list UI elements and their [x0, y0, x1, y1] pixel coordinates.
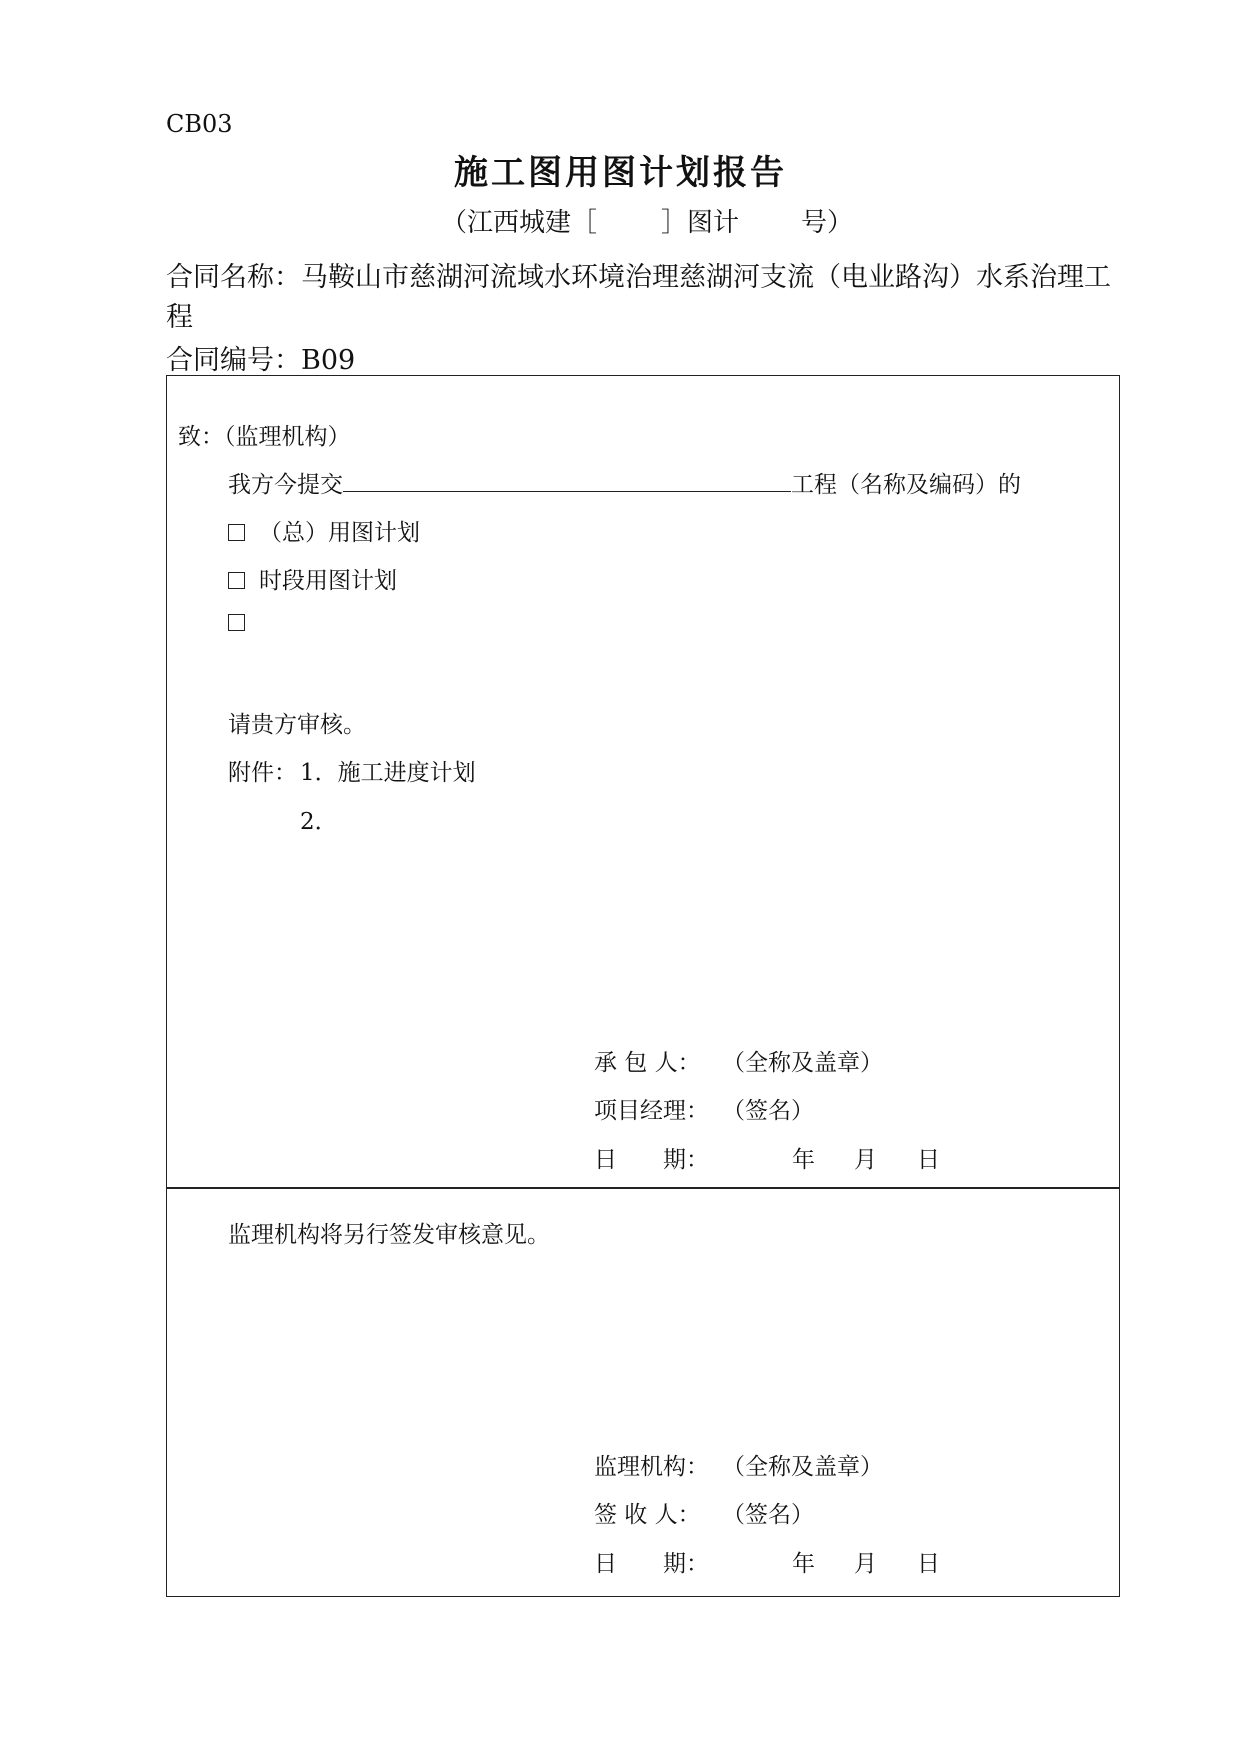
receiver-label: 签 收 人： [594, 1502, 701, 1528]
addressee: 致：（监理机构） [178, 424, 351, 450]
contractor-value: （全称及盖章） [722, 1050, 883, 1076]
receiver-row [594, 1496, 814, 1529]
date-label: 日 期： [594, 1551, 709, 1577]
supervisor-org-label: 监理机构： [594, 1454, 709, 1480]
review-request: 请贵方审核。 [228, 712, 366, 738]
subtitle-right: 号） [801, 208, 854, 238]
project-manager-label: 项目经理： [594, 1098, 709, 1124]
contract-number-value: B09 [301, 345, 356, 376]
attachment-2: 2． [300, 809, 338, 835]
date-day: 日 [917, 1147, 940, 1173]
contract-number [166, 338, 355, 377]
project-manager-row [594, 1092, 814, 1125]
date-label: 日 期： [594, 1147, 709, 1173]
contract-name [166, 258, 1126, 338]
contract-name-label: 合同名称： [166, 262, 301, 293]
supervisor-org-value: （全称及盖章） [722, 1454, 883, 1480]
subtitle-left: （江西城建［ [441, 208, 598, 238]
supervisor-note: 监理机构将另行签发审核意见。 [228, 1222, 550, 1248]
date-month: 月 [854, 1147, 877, 1173]
page-title: 施工图用图计划报告 [454, 153, 787, 193]
option-period-plan [228, 562, 397, 595]
submit-prefix: 我方今提交 [228, 472, 343, 498]
attachment-1: 1．施工进度计划 [300, 760, 476, 786]
date-month: 月 [854, 1551, 877, 1577]
option-label: （总）用图计划 [259, 520, 420, 546]
supervisor-org-row [594, 1448, 883, 1481]
date-year: 年 [792, 1147, 815, 1173]
checkbox-period-plan[interactable] [228, 572, 245, 589]
contract-number-label: 合同编号： [166, 345, 301, 376]
date-day: 日 [917, 1551, 940, 1577]
project-manager-value: （签名） [722, 1098, 814, 1124]
project-name-blank[interactable] [343, 471, 791, 492]
option-other [228, 610, 259, 636]
contractor-row [594, 1044, 883, 1077]
contractor-label: 承 包 人： [594, 1050, 701, 1076]
checkbox-other[interactable] [228, 614, 245, 631]
submit-line [228, 466, 1021, 499]
attachments-label: 附件： [228, 760, 297, 786]
option-label: 时段用图计划 [259, 568, 397, 594]
receiver-value: （签名） [722, 1502, 814, 1528]
option-total-plan [228, 514, 420, 547]
date-year: 年 [792, 1551, 815, 1577]
subtitle-mid: ］图计 [661, 208, 740, 238]
document-number-line [441, 202, 853, 239]
submit-suffix: 工程（名称及编码）的 [791, 472, 1021, 498]
contract-name-value: 马鞍山市慈湖河流域水环境治理慈湖河支流（电业路沟）水系治理工程 [166, 262, 1111, 333]
form-code: CB03 [166, 110, 233, 138]
checkbox-total-plan[interactable] [228, 524, 245, 541]
